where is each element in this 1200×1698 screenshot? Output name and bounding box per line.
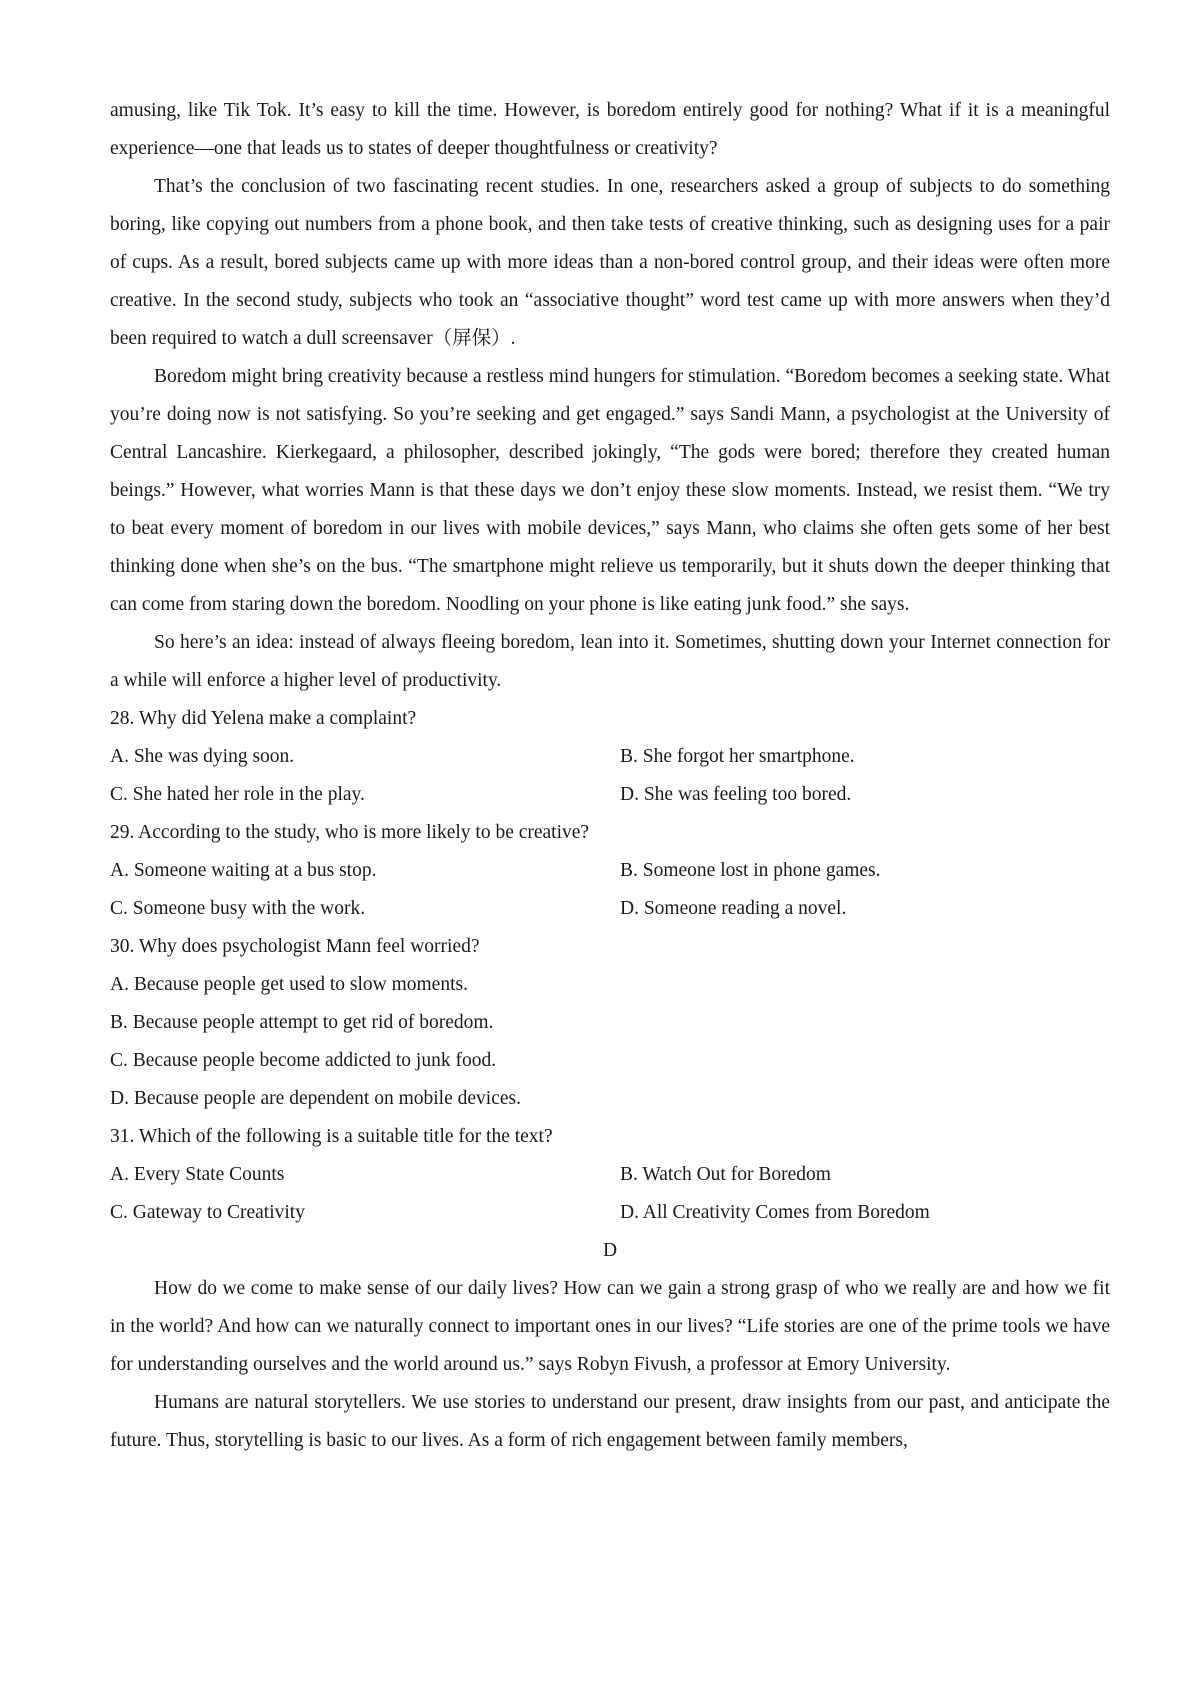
option-d: D. Because people are dependent on mobile devices.: [110, 1088, 521, 1109]
option-d: D. All Creativity Comes from Boredom: [620, 1202, 930, 1223]
option-b: B. She forgot her smartphone.: [620, 746, 855, 767]
exam-page: [110, 92, 1110, 1460]
question-stem: 31. Which of the following is a suitable title for the text?: [110, 1126, 553, 1147]
option-a: A. Someone waiting at a bus stop.: [110, 860, 377, 881]
option-row: [110, 890, 1110, 928]
option-row: [110, 1194, 1110, 1232]
option-a: A. Because people get used to slow moments.: [110, 974, 468, 995]
option-b: B. Someone lost in phone games.: [620, 860, 881, 881]
option-c: C. Because people become addicted to junk food.: [110, 1050, 497, 1071]
option-row: [110, 852, 1110, 890]
option-b: B. Because people attempt to get rid of boredom.: [110, 1012, 494, 1033]
passage-paragraph: That’s the conclusion of two fascinating recent studies. In one, researchers asked a group of subjects to do something boring, like copying out numbers from a phone book, and then take tests of creative thinking, such as designing uses for a pair of cups. As a result, bored subjects came up with more ideas than a non-bored control group, and their ideas were often more creative. In the second study, subjects who took an “associative thought” word test came up with more answers when they’d been required to watch a dull screensaver（屏保）.: [110, 176, 1110, 349]
option-a: A. She was dying soon.: [110, 746, 295, 767]
question-stem: 29. According to the study, who is more likely to be creative?: [110, 822, 590, 843]
section-heading: D: [602, 1240, 618, 1261]
option-row: [110, 1156, 1110, 1194]
option-d: D. She was feeling too bored.: [620, 784, 852, 805]
question-stem: 30. Why does psychologist Mann feel worried?: [110, 936, 480, 957]
option-c: C. Gateway to Creativity: [110, 1202, 305, 1223]
option-row: [110, 738, 1110, 776]
passage-paragraph: How do we come to make sense of our daily lives? How can we gain a strong grasp of who we really are and how we fit in the world? And how can we naturally connect to important ones in our lives? “Life stories are one of the prime tools we have for understanding ourselves and the world around us.” says Robyn Fivush, a professor at Emory University.: [110, 1278, 1110, 1375]
question-stem: 28. Why did Yelena make a complaint?: [110, 708, 417, 729]
option-c: C. She hated her role in the play.: [110, 784, 365, 805]
passage-paragraph: So here’s an idea: instead of always fleeing boredom, lean into it. Sometimes, shutting down your Internet connection for a while will enforce a higher level of productivity.: [110, 632, 1110, 691]
option-d: D. Someone reading a novel.: [620, 898, 847, 919]
option-row: [110, 776, 1110, 814]
option-a: A. Every State Counts: [110, 1164, 285, 1185]
passage-paragraph: Humans are natural storytellers. We use stories to understand our present, draw insights from our past, and anticipate the future. Thus, storytelling is basic to our lives. As a form of rich engagement between family members,: [110, 1392, 1110, 1451]
option-b: B. Watch Out for Boredom: [620, 1164, 831, 1185]
passage-paragraph: Boredom might bring creativity because a restless mind hungers for stimulation. “Boredom becomes a seeking state. What you’re doing now is not satisfying. So you’re seeking and get engaged.” says Sandi Mann, a psychologist at the University of Central Lancashire. Kierkegaard, a philosopher, described jokingly, “The gods were bored; therefore they created human beings.” However, what worries Mann is that these days we don’t enjoy these slow moments. Instead, we resist them. “We try to beat every moment of boredom in our lives with mobile devices,” says Mann, who claims she often gets some of her best thinking done when she’s on the bus. “The smartphone might relieve us temporarily, but it shuts down the deeper thinking that can come from staring down the boredom. Noodling on your phone is like eating junk food.” she says.: [110, 366, 1110, 615]
passage-paragraph: amusing, like Tik Tok. It’s easy to kill the time. However, is boredom entirely good for nothing? What if it is a meaningful experience—one that leads us to states of deeper thoughtfulness or creativity?: [110, 100, 1110, 159]
option-c: C. Someone busy with the work.: [110, 898, 366, 919]
